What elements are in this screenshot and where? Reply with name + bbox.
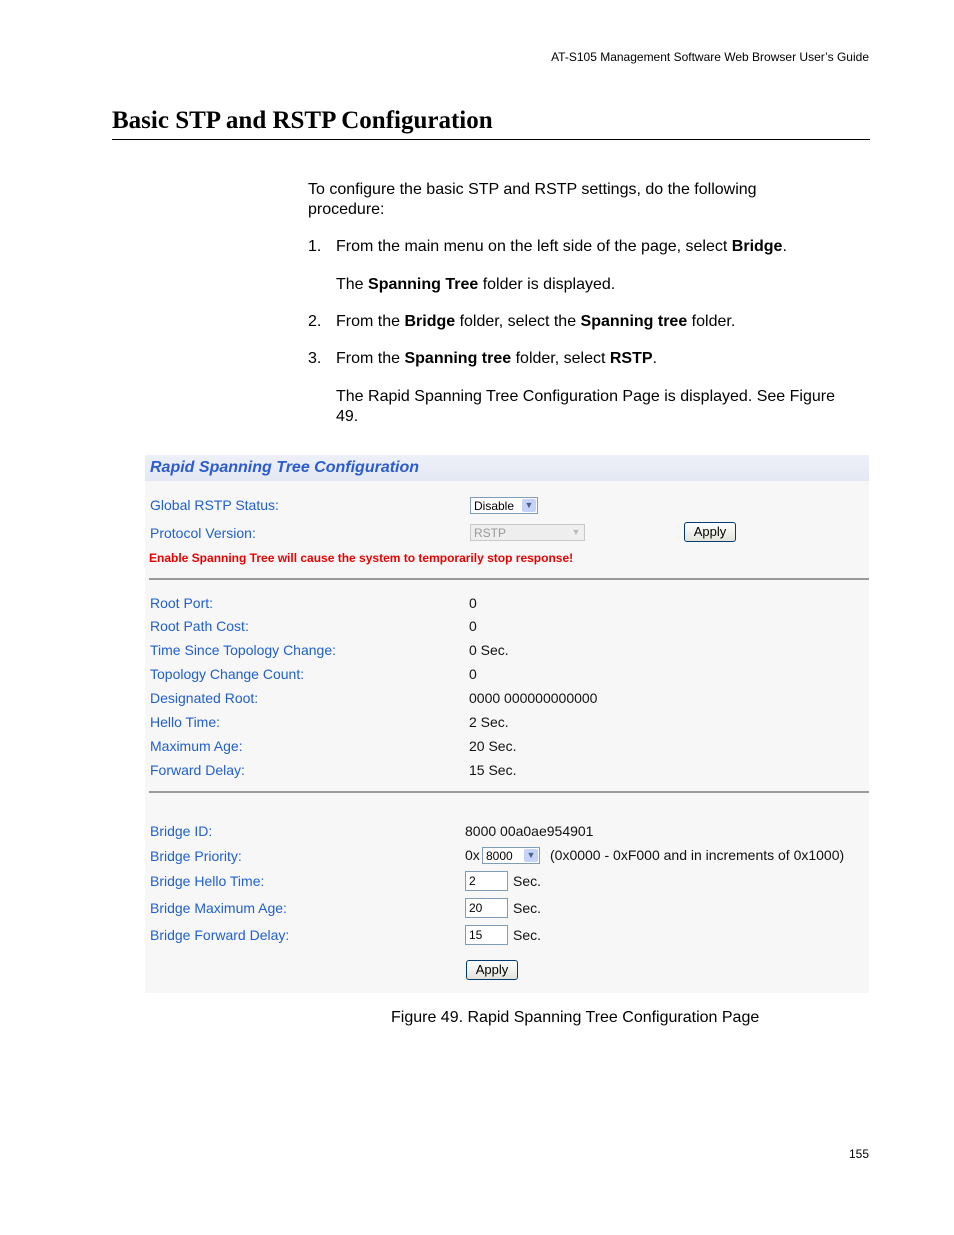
step-1-text: From the main menu on the left side of the page, select Bridge.	[336, 238, 787, 255]
chevron-down-icon: ▼	[569, 526, 583, 539]
bridge-id-value: 8000 00a0ae954901	[465, 823, 594, 839]
hello-time-label: Hello Time:	[150, 714, 221, 730]
topology-change-count-label: Topology Change Count:	[150, 666, 305, 682]
time-since-topology-change-value: 0 Sec.	[469, 642, 509, 658]
step-3-text: From the Spanning tree folder, select RSTP.	[336, 350, 657, 367]
bridge-maximum-age-input[interactable]	[465, 898, 508, 918]
global-rstp-status-label: Global RSTP Status:	[150, 497, 279, 513]
bridge-hello-time-input[interactable]	[465, 871, 508, 891]
step-2-text: From the Bridge folder, select the Spanning tree folder.	[336, 313, 736, 330]
page-number: 155	[848, 1147, 869, 1161]
forward-delay-value: 15 Sec.	[469, 762, 517, 778]
panel-title-bar	[145, 455, 869, 481]
bridge-forward-delay-unit: Sec.	[513, 927, 542, 943]
apply-button-top[interactable]: Apply	[684, 522, 736, 542]
section-title: Basic STP and RSTP Configuration	[112, 107, 493, 134]
bridge-forward-delay-input[interactable]	[465, 925, 508, 945]
global-rstp-status-select[interactable]	[470, 497, 538, 514]
bridge-priority-hint: (0x0000 - 0xF000 and in increments of 0x1000)	[550, 847, 845, 863]
maximum-age-value: 20 Sec.	[469, 738, 517, 754]
bridge-maximum-age-label: Bridge Maximum Age:	[150, 900, 287, 916]
title-rule	[112, 139, 870, 140]
step-1-result: The Spanning Tree folder is displayed.	[336, 276, 616, 293]
bridge-priority-label: Bridge Priority:	[150, 848, 242, 864]
bridge-priority-value: 8000	[486, 849, 513, 863]
divider	[149, 578, 869, 580]
rstp-config-screenshot	[145, 455, 869, 993]
protocol-version-select[interactable]	[470, 524, 585, 541]
designated-root-value: 0000 000000000000	[469, 690, 598, 706]
bridge-priority-select[interactable]	[482, 847, 540, 864]
root-port-label: Root Port:	[150, 595, 214, 611]
protocol-version-value: RSTP	[474, 526, 507, 540]
step-3-result: The Rapid Spanning Tree Configuration Page is displayed. See Figure 49.	[336, 388, 835, 425]
designated-root-label: Designated Root:	[150, 690, 259, 706]
topology-change-count-value: 0	[469, 666, 477, 682]
intro-paragraph: To configure the basic STP and RSTP settings, do the following procedure:	[308, 181, 757, 218]
time-since-topology-change-label: Time Since Topology Change:	[150, 642, 336, 658]
bridge-hello-time-unit: Sec.	[513, 873, 542, 889]
protocol-version-label: Protocol Version:	[150, 525, 256, 541]
chevron-down-icon: ▼	[522, 499, 536, 512]
hello-time-value: 2 Sec.	[469, 714, 509, 730]
root-port-value: 0	[469, 595, 477, 611]
forward-delay-label: Forward Delay:	[150, 762, 245, 778]
step-2-number: 2.	[308, 313, 322, 330]
bridge-maximum-age-unit: Sec.	[513, 900, 542, 916]
step-1-number: 1.	[308, 238, 322, 255]
divider	[149, 791, 869, 793]
maximum-age-label: Maximum Age:	[150, 738, 243, 754]
panel-title: Rapid Spanning Tree Configuration	[150, 459, 420, 476]
bridge-id-label: Bridge ID:	[150, 823, 213, 839]
figure-caption: Figure 49. Rapid Spanning Tree Configuration Page	[391, 1009, 760, 1026]
chevron-down-icon: ▼	[524, 849, 538, 862]
step-3-number: 3.	[308, 350, 322, 367]
bridge-forward-delay-label: Bridge Forward Delay:	[150, 927, 290, 943]
running-header: AT-S105 Management Software Web Browser User’s Guide	[551, 50, 869, 64]
warning-message: Enable Spanning Tree will cause the system to temporarily stop response!	[149, 551, 574, 565]
bridge-priority-prefix: 0x	[465, 847, 480, 863]
root-path-cost-label: Root Path Cost:	[150, 618, 249, 634]
global-rstp-status-value: Disable	[474, 499, 515, 513]
apply-button-bottom[interactable]: Apply	[466, 960, 518, 980]
root-path-cost-value: 0	[469, 618, 477, 634]
bridge-hello-time-label: Bridge Hello Time:	[150, 873, 265, 889]
